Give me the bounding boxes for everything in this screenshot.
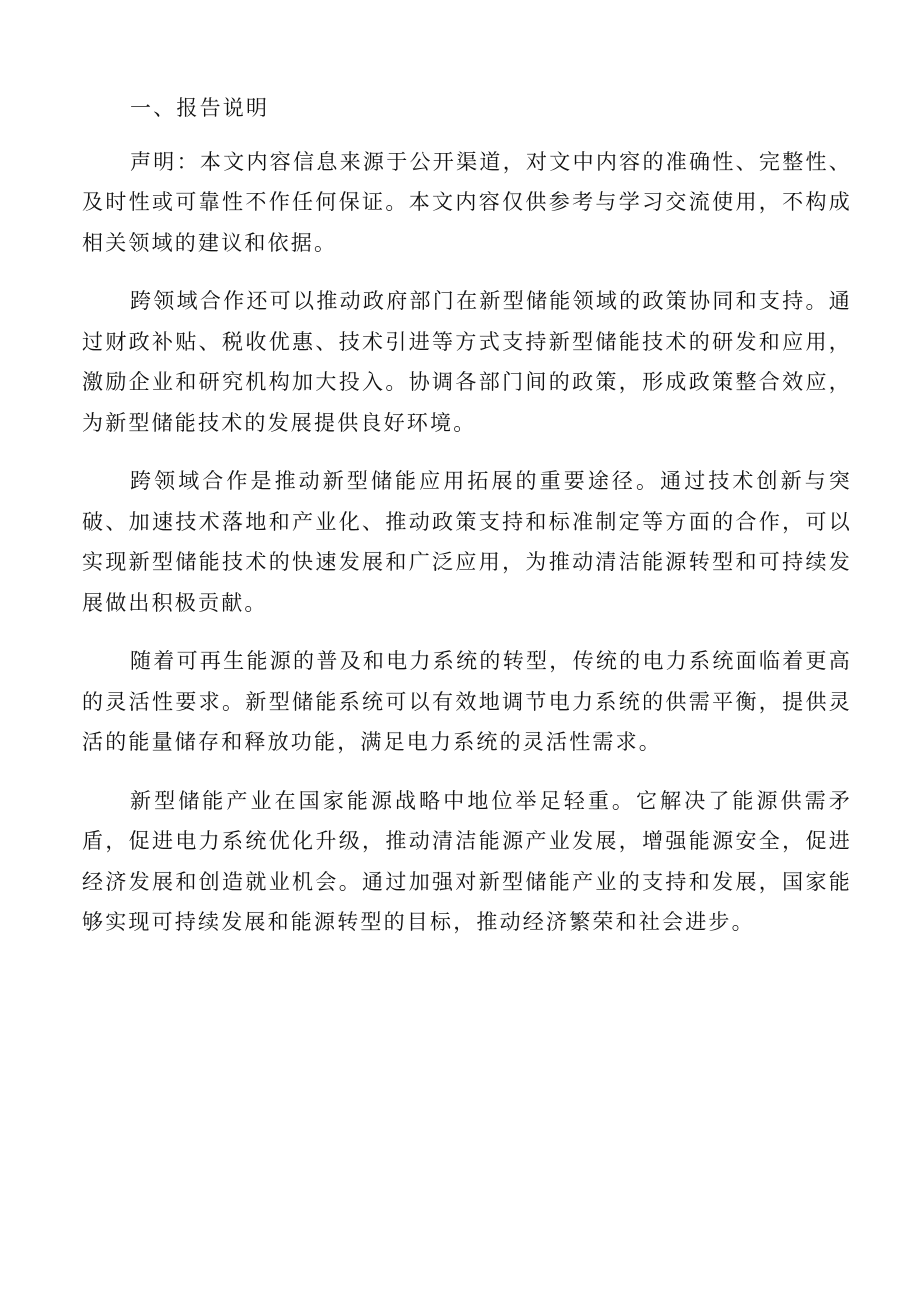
section-heading: 一、报告说明	[130, 96, 270, 120]
document-body	[82, 88, 852, 961]
paragraph-national-strategy: 新型储能产业在国家能源战略中地位举足轻重。它解决了能源供需矛盾，促进电力系统优化升级，推动清洁能源产业发展，增强能源安全，促进经济发展和创造就业机会。通过加强对新型储能产业的支持和发展，国家能够实现可持续发展和能源转型的目标，推动经济繁荣和社会进步。	[82, 788, 852, 934]
paragraph-grid-flexibility: 随着可再生能源的普及和电力系统的转型，传统的电力系统面临着更高的灵活性要求。新型储能系统可以有效地调节电力系统的供需平衡，提供灵活的能量储存和释放功能，满足电力系统的灵活性需求。	[82, 649, 852, 754]
paragraph-policy-coordination: 跨领域合作还可以推动政府部门在新型储能领域的政策协同和支持。通过财政补贴、税收优惠、技术引进等方式支持新型储能技术的研发和应用，激励企业和研究机构加大投入。协调各部门间的政策，形成政策整合效应，为新型储能技术的发展提供良好环境。	[82, 289, 852, 435]
paragraph-cross-domain-cooperation: 跨领域合作是推动新型储能应用拓展的重要途径。通过技术创新与突破、加速技术落地和产业化、推动政策支持和标准制定等方面的合作，可以实现新型储能技术的快速发展和广泛应用，为推动清洁能源转型和可持续发展做出积极贡献。	[82, 469, 852, 615]
paragraph-disclaimer: 声明：本文内容信息来源于公开渠道，对文中内容的准确性、完整性、及时性或可靠性不作任何保证。本文内容仅供参考与学习交流使用，不构成相关领域的建议和依据。	[82, 149, 852, 255]
